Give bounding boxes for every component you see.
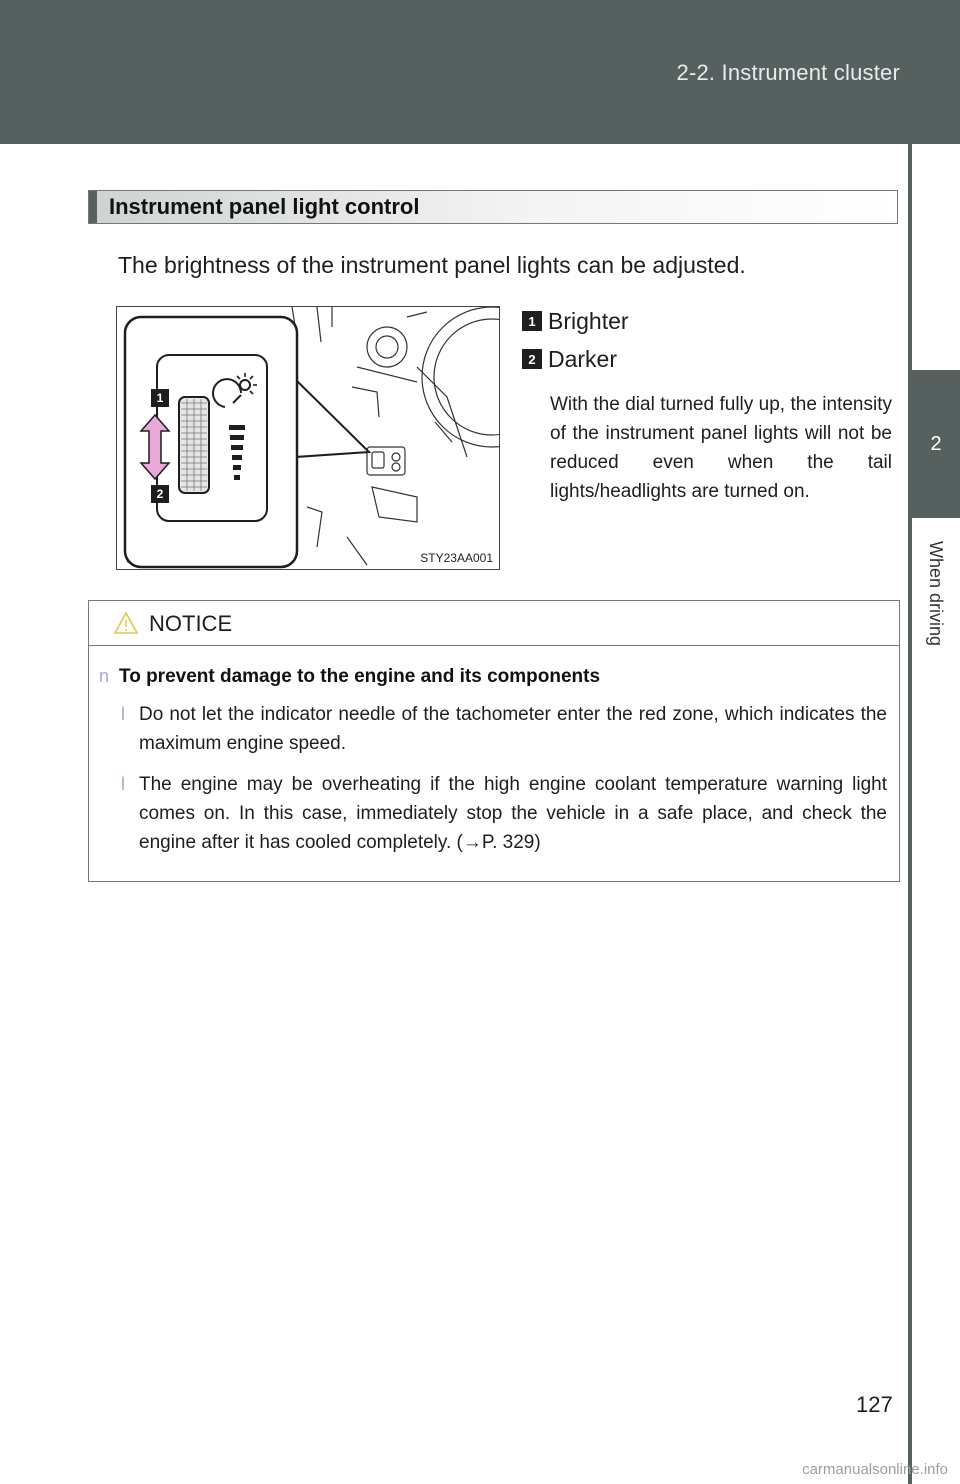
legend-number: 2 <box>522 349 542 369</box>
legend-label: Brighter <box>548 307 629 334</box>
notice-title-text: To prevent damage to the engine and its components <box>119 666 601 687</box>
legend-note: With the dial turned fully up, the intensity of the instrument panel lights will not be reduced even when the tail lights/headlights are turned on. <box>550 394 892 502</box>
round-bullet-icon: l <box>121 774 125 794</box>
callout-1: 1 <box>151 389 169 407</box>
notice-item <box>121 700 887 758</box>
chapter-label: When driving <box>926 540 947 646</box>
watermark: carmanualsonline.info <box>802 1461 948 1478</box>
heading-accent-bar <box>89 191 97 223</box>
legend-label: Darker <box>548 345 618 372</box>
side-rule <box>908 144 912 1484</box>
legend-item-darker <box>522 340 629 378</box>
callout-2: 2 <box>151 485 169 503</box>
chapter-label-tab <box>912 518 960 668</box>
page-number: 127 <box>856 1392 893 1417</box>
notice-item-text: The engine may be overheating if the high engine coolant temperature warning light comes on. In this case, immediately stop the vehicle in a safe place, and check the engine after it has cooled completely. (→P. 329) <box>139 774 887 853</box>
notice-label: NOTICE <box>149 611 233 636</box>
notice-box <box>88 600 900 882</box>
notice-body <box>89 646 899 857</box>
chapter-number: 2 <box>930 432 942 455</box>
notice-item <box>121 770 887 857</box>
notice-item-text: Do not let the indicator needle of the tachometer enter the red zone, which indicates the maximum engine speed. <box>139 704 887 754</box>
section-title: Instrument panel light control <box>109 194 420 219</box>
square-bullet-icon: n <box>99 666 110 686</box>
legend <box>522 302 629 378</box>
warning-triangle-icon <box>113 611 139 640</box>
legend-number: 1 <box>522 311 542 331</box>
intro-text: The brightness of the instrument panel lights can be adjusted. <box>118 252 746 278</box>
section-heading <box>88 190 898 224</box>
chapter-number-tab <box>912 370 960 518</box>
dial-illustration <box>116 306 500 570</box>
round-bullet-icon: l <box>121 704 125 724</box>
notice-header <box>89 601 899 646</box>
notice-title <box>99 666 887 688</box>
legend-item-brighter <box>522 302 629 340</box>
page-header <box>0 0 960 144</box>
illustration-drawing <box>117 307 500 570</box>
figure-code: STY23AA001 <box>420 551 493 565</box>
header-section-title: 2-2. Instrument cluster <box>676 60 900 85</box>
